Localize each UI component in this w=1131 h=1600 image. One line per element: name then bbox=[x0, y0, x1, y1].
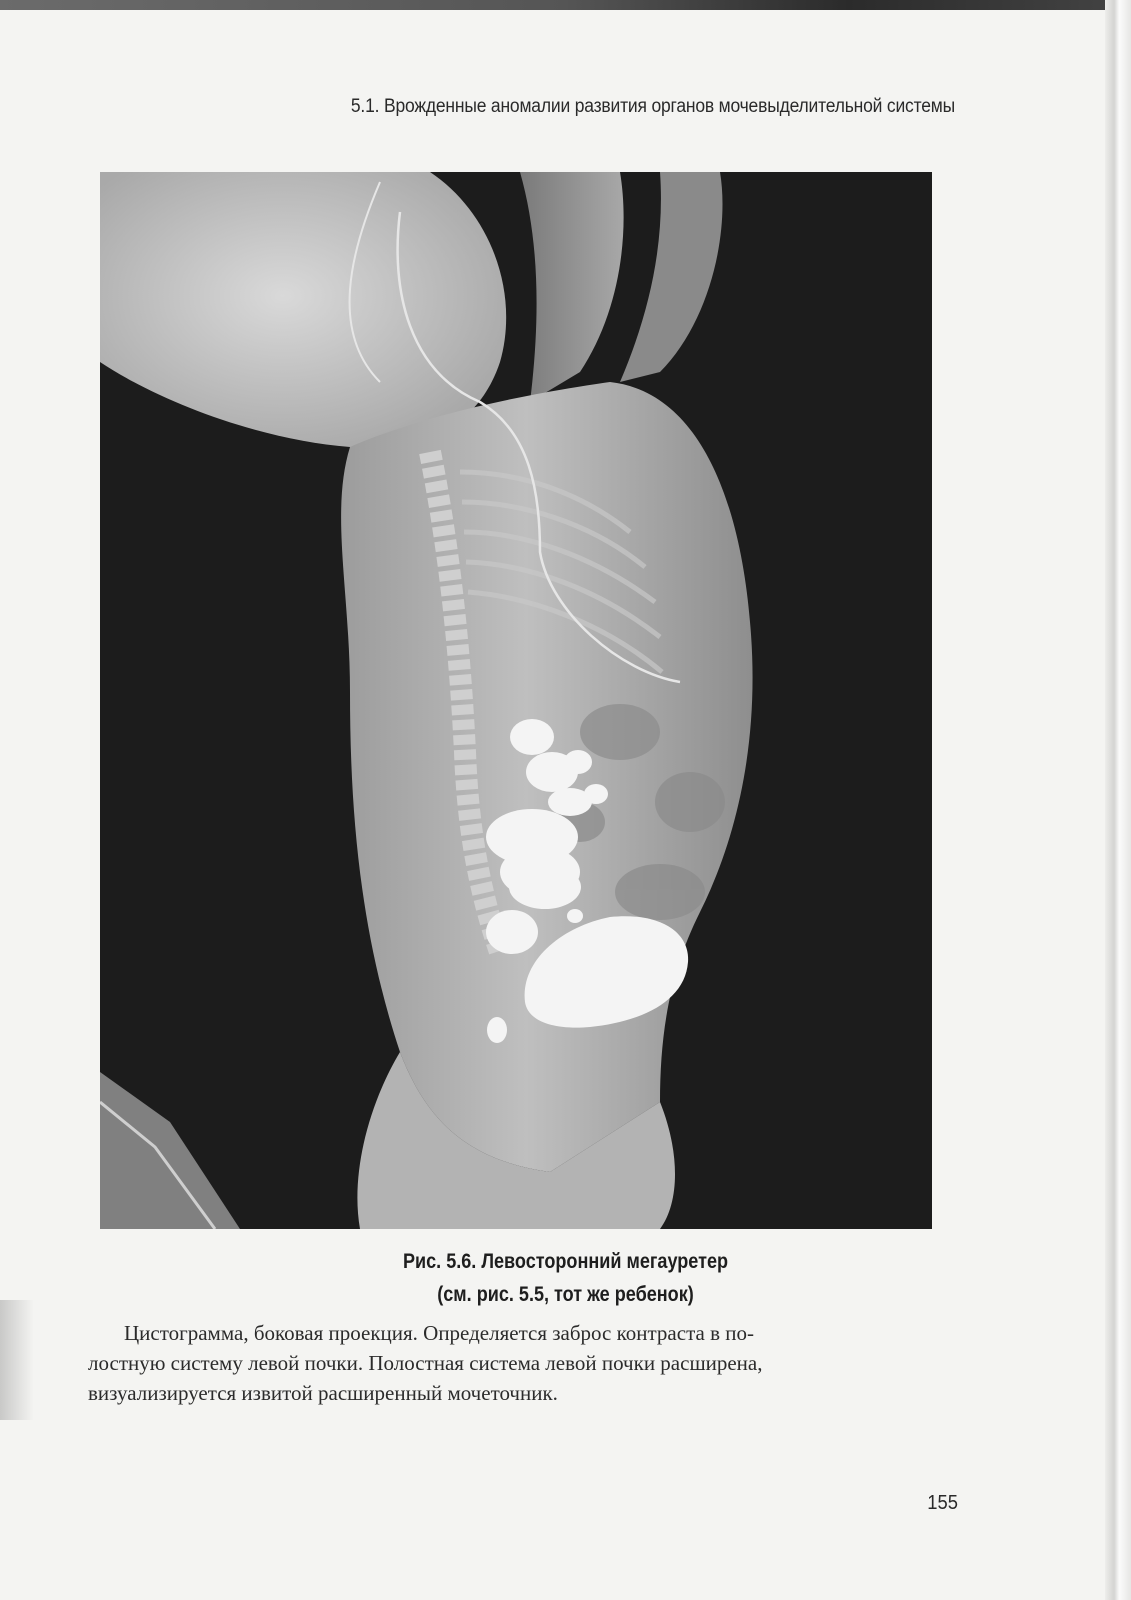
page-left-shadow bbox=[0, 1300, 34, 1420]
running-header: 5.1. Врожденные аномалии развития органов мочевыделительной системы bbox=[350, 96, 955, 117]
figure-description bbox=[88, 1318, 956, 1408]
xray-image bbox=[100, 172, 932, 1229]
figure-caption-reference: (см. рис. 5.5, тот же ребенок) bbox=[437, 1283, 694, 1306]
page-number: 155 bbox=[927, 1492, 958, 1514]
page-right-edge bbox=[1105, 0, 1131, 1600]
description-line-2: лостную систему левой почки. Полостная система левой почки расширена, bbox=[88, 1351, 763, 1375]
figure-caption-title: Рис. 5.6. Левосторонний мегауретер bbox=[402, 1250, 729, 1273]
page-top-edge bbox=[0, 0, 1131, 10]
description-line-1: Цистограмма, боковая проекция. Определяется заброс контраста в по- bbox=[124, 1321, 754, 1345]
description-line-3: визуализируется извитой расширенный мочеточник. bbox=[88, 1381, 558, 1405]
